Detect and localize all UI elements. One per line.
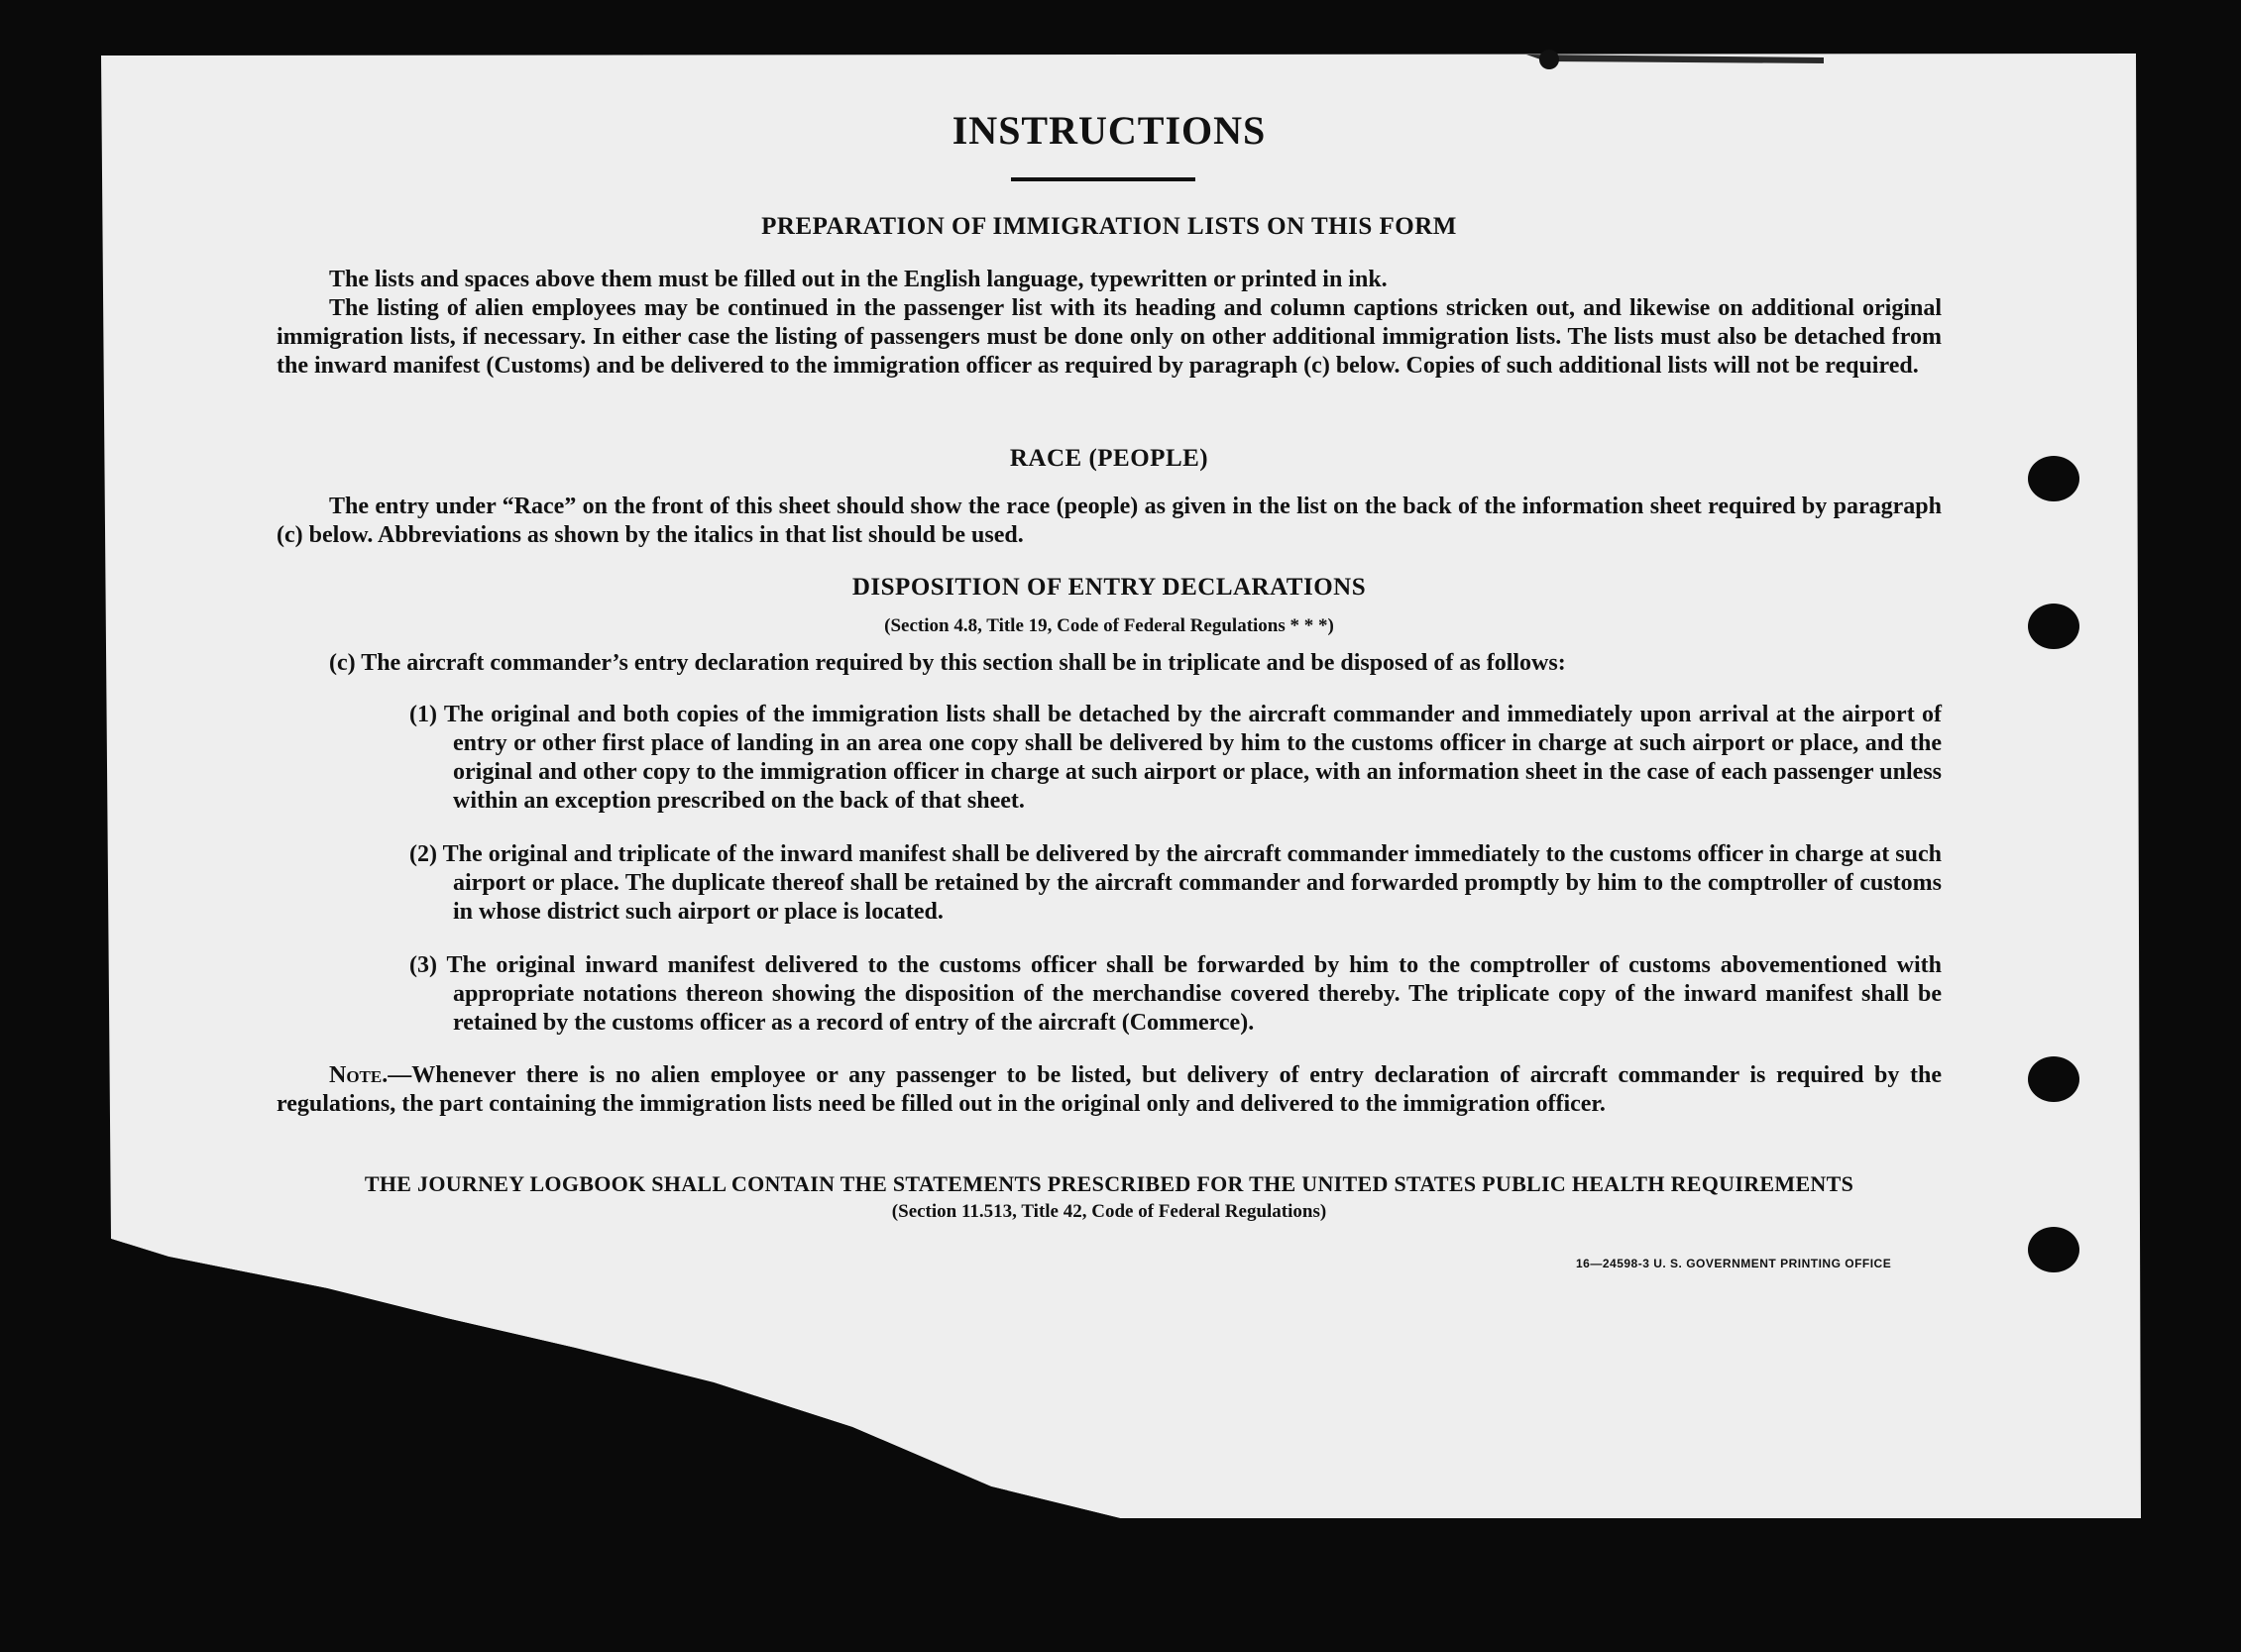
note-block [277, 1061, 1942, 1119]
heading-race: RACE (PEOPLE) [1009, 445, 1209, 472]
note-label: Note. [329, 1062, 389, 1088]
disposition-intro: (c) The aircraft commander’s entry declaration required by this section shall be in triplicate and be disposed of as follows: [329, 650, 1566, 676]
footer-health-requirements: THE JOURNEY LOGBOOK SHALL CONTAIN THE STATEMENTS PRESCRIBED FOR THE UNITED STATES PUBLIC HEALTH REQUIREMENTS [364, 1171, 1854, 1196]
disposition-item-2: (2) The original and triplicate of the inward manifest shall be delivered by the aircraft commander immediately to the customs officer in charge at such airport or place. The duplicate thereof shall be retained by the aircraft commander and forwarded promptly by him to the comptroller of customs in whose district such airport or place is located. [409, 841, 1942, 925]
page-title: INSTRUCTIONS [952, 108, 1267, 153]
preparation-paragraph-2: The listing of alien employees may be continued in the passenger list with its heading and column captions stricken out, and likewise on additional original immigration lists, if necessary. In either case the listing of passengers must be done only on other additional immigration lists. The lists must also be detached from the inward manifest (Customs) and be delivered to the immigration officer as required by paragraph (c) below. Copies of such additional lists will not be required. [277, 295, 1942, 379]
disposition-item-1-block [277, 701, 1942, 816]
race-paragraph: The entry under “Race” on the front of this sheet should show the race (people) as given in the list on the back of the information sheet required by paragraph (c) below. Abbreviations as shown by the italics in that list should be used. [277, 494, 1942, 548]
preparation-paragraph-1: The lists and spaces above them must be filled out in the English language, typewritten or printed in ink. [329, 267, 1388, 292]
note-text: —Whenever there is no alien employee or any passenger to be listed, but delivery of entry declaration of aircraft commander is required by the regulations, the part containing the immigration lists need be filled out in the original only and delivered to the immigration officer. [277, 1062, 1942, 1117]
punch-hole-2 [2028, 604, 2079, 649]
disposition-item-2-block [277, 840, 1942, 927]
disposition-citation: (Section 4.8, Title 19, Code of Federal Regulations * * *) [884, 615, 1334, 636]
heading-preparation: PREPARATION OF IMMIGRATION LISTS ON THIS FORM [761, 213, 1457, 240]
disposition-item-1: (1) The original and both copies of the immigration lists shall be detached by the aircraft commander and immediately upon arrival at the airport of entry or other first place of landing in an area one copy shall be delivered by him to the customs officer in charge at such airport or place, and the original and other copy to the immigration officer in charge at such airport or place, with an information sheet in the case of each passenger unless within an exception prescribed on the back of that sheet. [409, 702, 1942, 814]
footer-citation: (Section 11.513, Title 42, Code of Federal Regulations) [891, 1201, 1327, 1222]
preparation-section [277, 266, 1942, 381]
disposition-item-3-block [277, 951, 1942, 1038]
printer-imprint: 16—24598-3 U. S. GOVERNMENT PRINTING OFFICE [1576, 1257, 1892, 1270]
disposition-item-3: (3) The original inward manifest delivered to the customs officer shall be forwarded by him to the comptroller of customs abovementioned with appropriate notations thereon showing the disposition of the merchandise covered thereby. The triplicate copy of the inward manifest shall be retained by the customs officer as a record of entry of the aircraft (Commerce). [409, 952, 1942, 1036]
note-paragraph [277, 1061, 1942, 1119]
disposition-intro-block [277, 649, 1942, 678]
race-section [277, 493, 1942, 550]
punch-hole-3 [2028, 1056, 2079, 1102]
title-underline [1011, 177, 1195, 181]
speck [1539, 50, 1559, 69]
heading-disposition: DISPOSITION OF ENTRY DECLARATIONS [851, 574, 1367, 601]
punch-hole-1 [2028, 456, 2079, 501]
punch-hole-4 [2028, 1227, 2079, 1272]
